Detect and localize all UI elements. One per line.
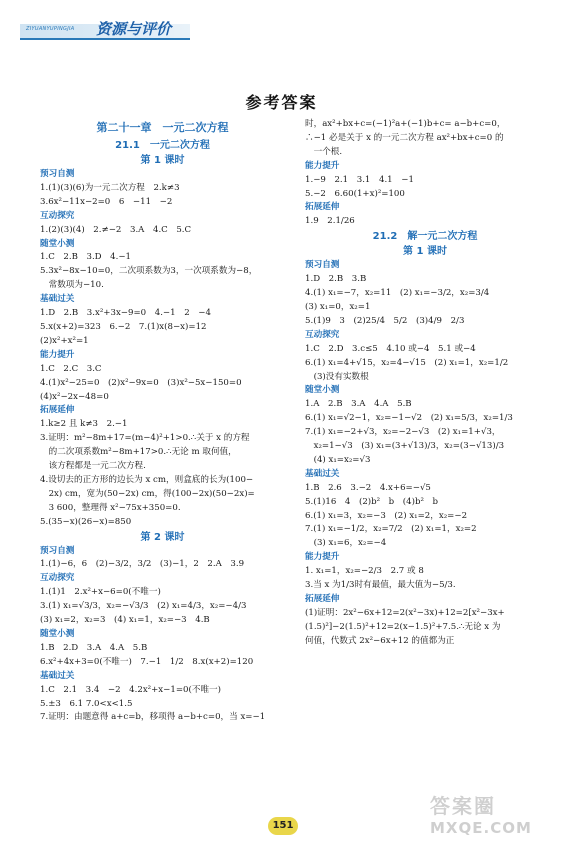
answer-subhead: 预习自测 <box>40 545 75 556</box>
answer-subhead: 拓展延伸 <box>305 594 340 604</box>
book-header <box>20 18 190 42</box>
answer-lesson: 第 1 课时 <box>140 155 185 166</box>
answer-line: 1.(2)(3)(4) 2.≠−2 3.A 4.C 5.C <box>40 224 192 235</box>
answer-line: 1.k≥2 且 k≠3 2.−1 <box>40 419 128 430</box>
answer-subhead: 拓展延伸 <box>40 405 75 416</box>
header-subtitle: ZIYUANYUPINGJIA <box>26 26 75 32</box>
right-column <box>305 118 545 649</box>
answer-line: 7.(1) x₁=−2+√3，x₂=−2−√3 (2) x₁=1+√3， <box>305 427 501 438</box>
answer-line: 1.C 2.C 3.C <box>40 363 102 374</box>
left-column <box>40 118 285 725</box>
watermark-url: MXQE.COM <box>430 819 532 837</box>
answer-line: 一个根. <box>305 146 343 157</box>
answer-subhead: 互动探究 <box>40 210 75 221</box>
answer-subhead: 随堂小测 <box>40 238 75 249</box>
answer-line: ∴−1 必是关于 x 的一元二次方程 ax²+bx+c=0 的 <box>305 132 504 143</box>
answer-chapter: 第二十一章 一元二次方程 <box>96 121 229 134</box>
answer-line: 2x) cm，宽为(50−2x) cm，得(100−2x)(50−2x)= <box>40 488 255 499</box>
answer-line: 7.(1) x₁=−1/2，x₂=7/2 (2) x₁=1，x₂=2 <box>305 524 477 535</box>
answer-line: 1.C 2.1 3.4 −2 4.2x²+x−1=0(不唯一) <box>40 684 221 695</box>
answer-line: (4)x²−2x−48=0 <box>40 391 109 402</box>
answer-line: 1.9 2.1/26 <box>305 216 355 227</box>
answer-line: 时，ax²+bx+c=(−1)²a+(−1)b+c= a−b+c=0， <box>305 119 506 129</box>
answer-subhead: 能力提升 <box>305 552 340 563</box>
answer-subhead: 预习自测 <box>40 169 75 179</box>
answer-line: 5.3x²−8x−10=0，二次项系数为3，一次项系数为−8， <box>40 266 258 277</box>
answer-line: (1)证明：2x²−6x+12=2(x²−3x)+12=2[x²−3x+ <box>305 607 505 618</box>
answer-line: 常数项为−10. <box>40 280 104 291</box>
answer-line: 4.(1)x²−25=0 (2)x²−9x=0 (3)x²−5x−150=0 <box>40 377 242 388</box>
answer-lesson: 第 2 课时 <box>140 531 185 543</box>
answer-subhead: 预习自测 <box>305 260 340 271</box>
page-number: 151 <box>268 817 298 835</box>
answer-line: 3.证明：m²−8m+17=(m−4)²+1>0.∴关于 x 的方程 <box>40 433 250 444</box>
answer-line: 7.证明：由题意得 a+c=b，移项得 a−b+c=0，当 x=−1 <box>40 712 266 723</box>
answer-line: 5.−2 6.60(1+x)²=100 <box>305 188 405 199</box>
answer-line: 3.当 x 为1/3时有最值，最大值为−5/3. <box>305 580 456 591</box>
answer-line: 1.−9 2.1 3.1 4.1 −1 <box>305 174 414 185</box>
answer-line: 3.(1) x₁=√3/3，x₂=−√3/3 (2) x₁=4/3，x₂=−4/3 <box>40 601 247 612</box>
answer-line: 4.(1) x₁=−7，x₂=11 (2) x₁=−3/2，x₂=3/4 <box>305 288 490 299</box>
answer-line: 1.B 2.D 3.A 4.A 5.B <box>40 642 148 653</box>
answer-line: 的二次项系数m²−8m+17>0.∴无论 m 取何值， <box>40 447 237 458</box>
answer-section: 21.2 解一元二次方程 <box>372 231 478 243</box>
answer-line: 3 600，整理得 x²−75x+350=0. <box>40 502 181 513</box>
answer-line: 5.(1)9 3 (2)25/4 5/2 (3)4/9 2/3 <box>305 315 465 326</box>
answer-line: 1.B 2.6 3.−2 4.x+6=−√5 <box>305 482 431 493</box>
answer-line: 1.(1)(3)(6)为一元二次方程 2.k≠3 <box>40 182 180 193</box>
answer-subhead: 随堂小测 <box>305 385 340 396</box>
answer-line: (2)x²+x²=1 <box>40 335 89 346</box>
answer-line: 5.(1)16 4 (2)b² b (4)b² b <box>305 496 438 507</box>
answer-line: (3) x₁=2，x₂=3 (4) x₁=1，x₂=−3 4.B <box>40 615 210 626</box>
answer-lesson: 第 1 课时 <box>403 246 447 258</box>
page-title: 参考答案 <box>245 93 318 112</box>
answer-line: 1.(1)1 2.x²+x−6=0(不唯一) <box>40 587 161 598</box>
answer-line: 6.x²+4x+3=0(不唯一) 7.−1 1/2 8.x(x+2)=120 <box>40 656 254 667</box>
answer-subhead: 基础过关 <box>305 468 340 479</box>
answer-line: 1. x₁=1，x₂=−2/3 2.7 或 8 <box>305 566 424 577</box>
answer-line: 1.C 2.B 3.D 4.−1 <box>40 252 132 263</box>
answer-line: 5.(35−x)(26−x)=850 <box>40 516 132 527</box>
watermark-text: 答案圈 <box>430 794 496 818</box>
answer-subhead: 基础过关 <box>40 294 75 305</box>
answer-subhead: 互动探究 <box>305 329 340 340</box>
answer-line: 1.C 2.D 3.c≤5 4.10 或−4 5.1 或−4 <box>305 343 476 354</box>
answer-line: 6.(1) x₁=√2−1，x₂=−1−√2 (2) x₁=5/3，x₂=1/3 <box>305 413 513 424</box>
answer-line: 4.设切去的正方形的边长为 x cm，则盒底的长为(100− <box>40 474 254 485</box>
answer-section: 21.1 一元二次方程 <box>115 140 210 151</box>
answer-line: 5.x(x+2)=323 6.−2 7.(1)x(8−x)=12 <box>40 321 207 332</box>
answer-line: (3) x₁=0，x₂=1 <box>305 301 371 312</box>
answer-line: 1.D 2.B 3.x²+3x−9=0 4.−1 2 −4 <box>40 308 211 319</box>
answer-subhead: 能力提升 <box>40 349 75 360</box>
answer-subhead: 能力提升 <box>305 160 340 171</box>
watermark-logo <box>430 790 555 845</box>
answer-subhead: 随堂小测 <box>40 629 75 639</box>
answer-line: 6.(1) x₁=3，x₂=−3 (2) x₁=2，x₂=−2 <box>305 510 468 521</box>
answer-line: 1.A 2.B 3.A 4.A 5.B <box>305 399 412 410</box>
answer-line: 3.6x²−11x−2=0 6 −11 −2 <box>40 196 173 207</box>
answer-line: 5.±3 6.1 7.0<x<1.5 <box>40 698 133 709</box>
answer-subhead: 基础过关 <box>40 670 75 681</box>
answer-subhead: 拓展延伸 <box>305 202 340 213</box>
answer-subhead: 互动探究 <box>40 573 75 584</box>
answer-line: (4) x₁=x₂=√3 <box>305 454 371 465</box>
answer-line: 何值，代数式 2x²−6x+12 的值都为正 <box>305 635 455 646</box>
header-title: 资源与评价 <box>96 20 172 38</box>
answer-line: 该方程都是一元二次方程. <box>40 461 146 472</box>
answer-line: 1.(1)−6，6 (2)−3/2，3/2 (3)−1，2 2.A 3.9 <box>40 559 245 570</box>
answer-line: (3) x₁=6，x₂=−4 <box>305 538 387 549</box>
answer-line: x₂=1−√3 (3) x₁=(3+√13)/3，x₂=(3−√13)/3 <box>305 441 505 452</box>
answer-line: (1.5)²]−2(1.5)²+12=2(x−1.5)²+7.5.∴无论 x 为 <box>305 621 501 632</box>
answer-line: 6.(1) x₁=4+√15，x₂=4−√15 (2) x₁=1，x₂=1/2 <box>305 357 509 368</box>
answer-line: 1.D 2.B 3.B <box>305 274 367 285</box>
answer-line: (3)没有实数根 <box>305 371 369 382</box>
